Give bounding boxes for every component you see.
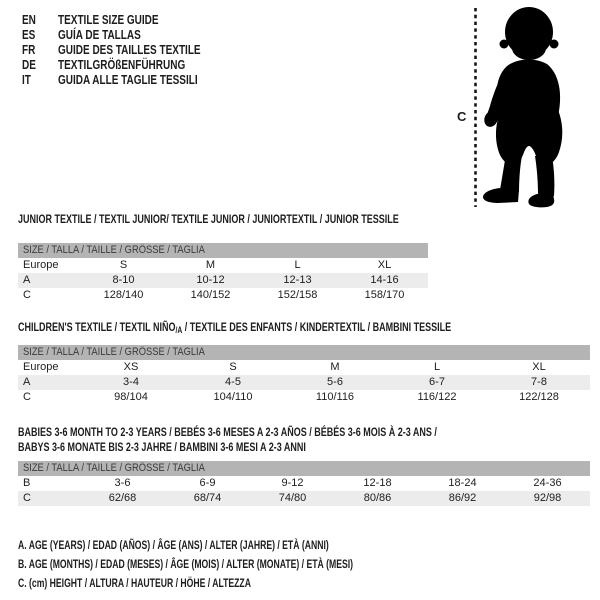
- table-cell: 122/128: [519, 391, 559, 403]
- table-cell: XL: [377, 259, 392, 271]
- table-cell: 12-18: [363, 477, 392, 489]
- table-cell: 18-24: [448, 477, 477, 489]
- table-cell: 3-6: [114, 477, 131, 489]
- table-cell: 92/98: [533, 492, 562, 504]
- table-cell: C: [23, 289, 31, 301]
- table-cell: 4-5: [225, 376, 241, 388]
- language-row-it: [22, 73, 201, 88]
- table-cell: XL: [532, 361, 546, 373]
- table-cell: 158/170: [364, 289, 405, 301]
- size-header-label: SIZE / TALLA / TAILLE / GRÖSSE / TAGLIA: [23, 462, 205, 474]
- table-cell: 98/104: [114, 391, 148, 403]
- table-cell: 140/152: [190, 289, 231, 301]
- language-code: IT: [22, 73, 31, 87]
- table-cell: A: [23, 376, 31, 388]
- table-cell: 6-9: [199, 477, 216, 489]
- table-cell: 10-12: [196, 274, 225, 286]
- legend-line-c: C. (cm) HEIGHT / ALTURA / HAUTEUR / HÖHE / ALTEZZA: [18, 576, 251, 590]
- babies-textile-table: [18, 425, 590, 506]
- table-cell: 128/140: [103, 289, 144, 301]
- legend-line-a: A. AGE (YEARS) / EDAD (AÑOS) / ÂGE (ANS) / ALTER (JAHRE) / ETÀ (ANNI): [18, 538, 329, 552]
- table-cell: 7-8: [531, 376, 547, 388]
- language-label: GUIDE DES TAILLES TEXTILE: [58, 43, 201, 57]
- table-cell: S: [229, 361, 237, 373]
- title-text: / TEXTILE DES ENFANTS / KINDERTEXTIL / BAMBINI TESSILE: [182, 320, 452, 334]
- language-code: ES: [22, 28, 36, 42]
- language-label: TEXTILE SIZE GUIDE: [58, 13, 159, 27]
- size-header-bar: [18, 243, 428, 258]
- table-cell: L: [433, 361, 441, 373]
- table-cell: A: [23, 274, 31, 286]
- language-row-es: [22, 28, 201, 43]
- table-row-months: [18, 476, 590, 491]
- size-header-label: SIZE / TALLA / TAILLE / GRÖSSE / TAGLIA: [23, 346, 205, 358]
- table-row-europe: [18, 258, 428, 273]
- table-row-height: [18, 390, 590, 405]
- table-row-age: [18, 273, 428, 288]
- language-row-de: [22, 58, 201, 73]
- language-title-list: [22, 13, 245, 88]
- size-header-label: SIZE / TALLA / TAILLE / GRÖSSE / TAGLIA: [23, 244, 205, 256]
- babies-table-title-line2: BABYS 3-6 MONATE BIS 2-3 JAHRE / BAMBINI 3-6 MESI A 2-3 ANNI: [18, 440, 306, 454]
- childrens-table-title: [18, 320, 452, 336]
- table-cell: 5-6: [327, 376, 343, 388]
- table-cell: 8-10: [112, 274, 135, 286]
- legend-line-b: B. AGE (MONTHS) / EDAD (MESES) / ÂGE (MOIS) / ALTER (MONATE) / ETÀ (MESI): [18, 557, 354, 571]
- junior-table-title: JUNIOR TEXTILE / TEXTIL JUNIOR/ TEXTILE JUNIOR / JUNIORTEXTIL / JUNIOR TESSILE: [18, 212, 399, 226]
- table-cell: L: [294, 259, 301, 271]
- language-code: FR: [22, 43, 36, 57]
- table-row-height: [18, 288, 428, 303]
- language-row-fr: [22, 43, 201, 58]
- table-row-europe: [18, 360, 590, 375]
- title-subscript: /A: [175, 325, 183, 335]
- table-cell: 6-7: [429, 376, 445, 388]
- table-cell: M: [330, 361, 340, 373]
- language-code: EN: [22, 13, 36, 27]
- table-cell: 3-4: [123, 376, 139, 388]
- height-marker-label: C: [457, 109, 467, 124]
- table-cell: 80/86: [363, 492, 392, 504]
- table-row-age: [18, 375, 590, 390]
- table-cell: S: [119, 259, 128, 271]
- table-cell: 152/158: [277, 289, 318, 301]
- size-header-bar: [18, 345, 590, 360]
- table-cell: Europe: [23, 259, 59, 271]
- table-cell: 68/74: [193, 492, 222, 504]
- table-cell: 110/116: [315, 391, 355, 403]
- language-code: DE: [22, 58, 36, 72]
- language-row-en: [22, 13, 201, 28]
- table-cell: XS: [123, 361, 139, 373]
- title-text: CHILDREN'S TEXTILE / TEXTIL NIÑO: [18, 320, 176, 334]
- junior-textile-table: [18, 212, 428, 303]
- table-cell: 12-13: [283, 274, 312, 286]
- table-cell: 86/92: [448, 492, 477, 504]
- babies-table-title-line1: BABIES 3-6 MONTH TO 2-3 YEARS / BEBÉS 3-6 MESES A 2-3 AÑOS / BÉBÉS 3-6 MOIS À 2-3 ANS /: [18, 425, 437, 439]
- table-row-height: [18, 491, 590, 506]
- table-cell: 9-12: [281, 477, 304, 489]
- language-label: TEXTILGRÖßENFÜHRUNG: [58, 58, 186, 72]
- table-cell: 62/68: [108, 492, 137, 504]
- table-cell: C: [23, 492, 31, 504]
- table-cell: Europe: [23, 361, 59, 373]
- size-header-bar: [18, 461, 590, 476]
- toddler-measure-figure: [450, 4, 585, 216]
- table-cell: 104/110: [213, 391, 253, 403]
- language-label: GUÍA DE TALLAS: [58, 28, 141, 42]
- measurement-legend: [18, 536, 483, 593]
- table-cell: C: [23, 391, 31, 403]
- childrens-textile-table: [18, 320, 590, 405]
- table-cell: M: [205, 259, 216, 271]
- toddler-silhouette-icon: [482, 7, 562, 207]
- table-cell: 24-36: [533, 477, 562, 489]
- language-label: GUIDA ALLE TAGLIE TESSILI: [58, 73, 198, 87]
- table-cell: 14-16: [370, 274, 399, 286]
- table-cell: 116/122: [417, 391, 457, 403]
- table-cell: B: [23, 477, 31, 489]
- table-cell: 74/80: [278, 492, 307, 504]
